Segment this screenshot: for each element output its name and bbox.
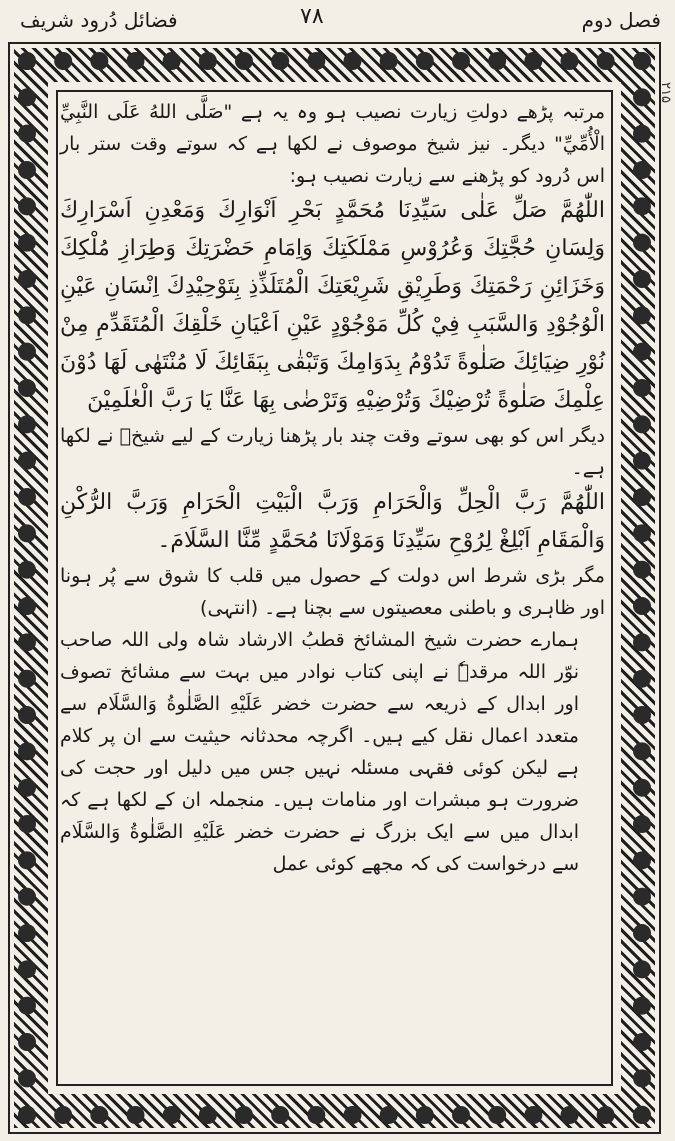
arabic-durood-2: اللّٰهُمَّ رَبَّ الْحِلِّ وَالْحَرَامِ وَرَبَّ الْبَيْتِ الْحَرَامِ وَرَبَّ الرُّكْنِ وَالْمَقَامِ اَبْلِغْ لِرُوْحِ سَيِّدِنَا وَمَوْلَانَا مُحَمَّدٍ مِّنَّا السَّلَامَ۔ <box>60 490 605 553</box>
chapter-title: فصل دوم <box>581 8 661 32</box>
margin-note: ۲۱۵ <box>658 82 673 103</box>
paragraph-second: دیگر اس کو بھی سوتے وقت چند بار پڑھنا زیارت کے لیے شیخؒ نے لکھا ہے۔ <box>60 425 605 479</box>
page-header <box>0 0 675 44</box>
arabic-durood-1: اللّٰهُمَّ صَلِّ عَلٰى سَيِّدِنَا مُحَمَّدٍ بَحْرِ اَنْوَارِكَ وَمَعْدِنِ اَسْرَارِكَ وَلِسَانِ حُجَّتِكَ وَعُرُوْسِ مَمْلَكَتِكَ وَاِمَامِ حَضْرَتِكَ وَطِرَازِ مُلْكِكَ وَخَزَائِنِ رَحْمَتِكَ وَطَرِيْقِ شَرِيْعَتِكَ الْمُتَلَذِّذِ بِتَوْحِيْدِكَ اِنْسَانِ عَيْنِ الْوُجُوْدِ وَالسَّبَبِ فِيْ كُلِّ مَوْجُوْدٍ عَيْنِ اَعْيَانِ خَلْقِكَ الْمُتَقَدِّمِ مِنْ نُوْرِ ضِيَائِكَ صَلٰوةً تَدُوْمُ بِدَوَامِكَ وَتَبْقٰى بِبَقَائِكَ لَا مُنْتَهٰى لَهَا دُوْنَ عِلْمِكَ صَلٰوةً تُرْضِيْكَ وَتُرْضِيْهِ وَتَرْضٰى بِهَا عَنَّا يَا رَبَّ الْعٰلَمِيْنَ <box>60 198 605 413</box>
paragraph-condition: مگر بڑی شرط اس دولت کے حصول میں قلب کا شوق سے پُر ہونا اور ظاہری و باطنی معصیتوں سے بچنا ہے۔ (انتہی) <box>60 565 605 619</box>
page-body <box>60 96 605 1096</box>
book-title: فضائل دُرود شریف <box>20 8 178 32</box>
paragraph-intro: مرتبہ پڑھے دولتِ زیارت نصیب ہو وہ یہ ہے "صَلَّى اللهُ عَلَى النَّبِيِّ الْأُمِّيِّ" دیگر۔ نیز شیخ موصوف نے لکھا ہے کہ سوتے وقت ستر بار اس دُرود کو پڑھنے سے زیارت نصیب ہو: <box>60 101 605 187</box>
paragraph-shah-waliullah: ہمارے حضرت شیخ المشائخ قطبُ الارشاد شاہ ولی اللہ صاحب نوّر اللہ مرقدہٗ نے اپنی کتاب نوادر میں بہت سے مشائخ تصوف اور ابدال کے ذریعہ سے حضرت خضر عَلَيْهِ الصَّلٰوةُ وَالسَّلَام سے متعدد اعمال نقل کیے ہیں۔ اگرچہ محدثانہ حیثیت سے ان پر کلام ہے لیکن کوئی فقہی مسئلہ نہیں جس میں دلیل اور حجت کی ضرورت ہو مبشرات اور منامات ہیں۔ منجملہ ان کے لکھا ہے کہ ابدال میں سے ایک بزرگ نے حضرت خضر عَلَيْهِ الصَّلٰوةُ وَالسَّلَام سے درخواست کی کہ مجھے کوئی عمل <box>60 629 579 875</box>
page-number: ۷۸ <box>300 4 324 29</box>
